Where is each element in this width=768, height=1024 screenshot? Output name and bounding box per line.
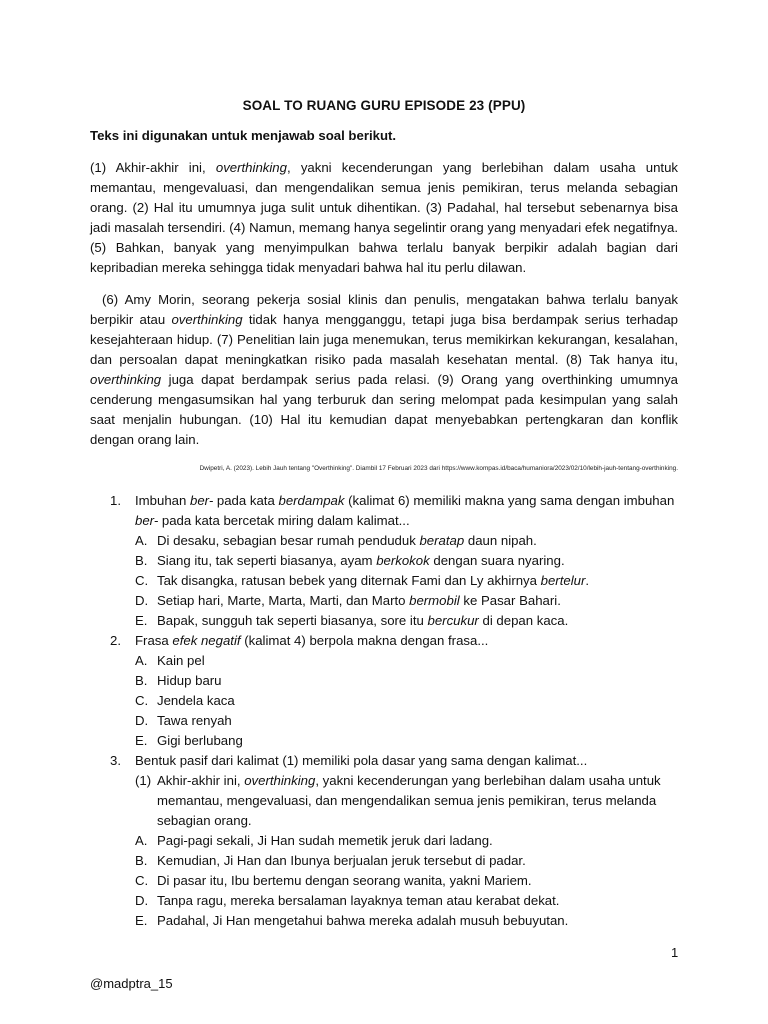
stem-text: Imbuhan (135, 493, 190, 508)
stem-text: (kalimat 4) berpola makna dengan frasa... (240, 633, 489, 648)
paragraph-1-italic-term: overthinking (215, 160, 287, 175)
option-italic: beratap (419, 533, 465, 548)
option-letter: E. (135, 733, 148, 748)
option-text: . (585, 573, 590, 588)
question-2 (90, 631, 678, 751)
option-text: Tanpa ragu, mereka bersalaman layaknya teman atau kerabat dekat. (157, 893, 560, 908)
option-letter: C. (135, 873, 149, 888)
option-e[interactable] (135, 911, 678, 931)
option-letter: B. (135, 673, 148, 688)
sentence-text: , yakni kecenderungan yang berlebihan dalam usaha untuk memantau, mengevaluasi, dan mengendalikan semua jenis pemikiran, terus melanda sebagian orang. (157, 773, 661, 828)
quoted-sentence-text (157, 771, 678, 831)
footer-handle: @madptra_15 (90, 976, 173, 991)
paragraph-2-part-2: tidak hanya mengganggu, tetapi juga bisa berdampak serius terhadap kesejahteraan hidup. (7) Penelitian lain juga menemukan, terus memikirkan kekurangan, kesalahan, dan persoalan dapat meningkatkan risiko pada masalah kesehatan mental. (8) Tak hanya itu, (90, 312, 679, 367)
option-letter: D. (135, 593, 149, 608)
option-b[interactable] (135, 551, 678, 571)
paragraph-2 (90, 290, 678, 450)
option-text: Kain pel (157, 653, 205, 668)
stem-italic: ber- (190, 493, 214, 508)
paragraph-1-part-1: (1) Akhir-akhir ini, (90, 160, 216, 175)
option-a[interactable] (135, 531, 678, 551)
stem-text: (kalimat 6) memiliki makna yang sama dengan imbuhan (344, 493, 675, 508)
option-italic: berkokok (376, 553, 430, 568)
question-number: 3. (110, 753, 121, 768)
option-text: Setiap hari, Marte, Marta, Marti, dan Marto (157, 593, 410, 608)
sentence-italic: overthinking (244, 773, 316, 788)
stem-italic: efek negatif (172, 633, 241, 648)
option-text: dengan suara nyaring. (429, 553, 565, 568)
option-e[interactable] (135, 611, 678, 631)
option-letter: A. (135, 533, 148, 548)
option-letter: C. (135, 693, 149, 708)
source-citation: Dwipetri, A. (2023). Lebih Jauh tentang "Overthinking". Diambil 17 Februari 2023 dari https://www.kompas.id/baca/humaniora/2023/02/10/lebih-jauh-tentang-overthinking. (199, 465, 678, 472)
option-letter: C. (135, 573, 149, 588)
option-text: Padahal, Ji Han mengetahui bahwa mereka adalah musuh bebuyutan. (157, 913, 569, 928)
sentence-number: (1) (135, 773, 152, 788)
instruction-text: Teks ini digunakan untuk menjawab soal berikut. (90, 128, 397, 143)
paragraph-2-part-3: juga dapat berdampak serius pada relasi. (9) Orang yang overthinking umumnya cenderung mengasumsikan hal yang terburuk dan sering melompat pada kesimpulan yang salah saat menjalin hubungan. (10) Hal itu kemudian dapat menyebabkan pertengkaran dan konflik dengan orang lain. (90, 372, 678, 447)
question-3 (90, 751, 678, 931)
option-letter: A. (135, 653, 148, 668)
stem-text: Frasa (135, 633, 173, 648)
question-3-options (135, 771, 678, 931)
option-c[interactable] (135, 571, 678, 591)
question-number: 1. (110, 493, 121, 508)
stem-italic: berdampak (278, 493, 345, 508)
question-2-options (135, 651, 678, 751)
option-text: Tawa renyah (157, 713, 232, 728)
paragraph-2-part-1: (6) Amy Morin, seorang pekerja sosial klinis dan penulis, mengatakan bahwa terlalu banyak berpikir atau (90, 292, 678, 327)
option-c[interactable] (135, 691, 678, 711)
option-text: Siang itu, tak seperti biasanya, ayam (157, 553, 377, 568)
option-letter: A. (135, 833, 148, 848)
option-italic: bercukur (427, 613, 479, 628)
option-b[interactable] (135, 671, 678, 691)
option-text: Di pasar itu, Ibu bertemu dengan seorang wanita, yakni Mariem. (157, 873, 532, 888)
question-number: 2. (110, 633, 121, 648)
option-text: di depan kaca. (478, 613, 569, 628)
paragraph-2-italic-term-1: overthinking (171, 312, 243, 327)
option-letter: D. (135, 893, 149, 908)
option-text: ke Pasar Bahari. (459, 593, 561, 608)
paragraph-1 (90, 158, 678, 278)
stem-text: pada kata (213, 493, 279, 508)
stem-italic: ber- (135, 513, 159, 528)
option-d[interactable] (135, 891, 678, 911)
option-text: Di desaku, sebagian besar rumah penduduk (157, 533, 420, 548)
question-3-stem: Bentuk pasif dari kalimat (1) memiliki pola dasar yang sama dengan kalimat... (135, 753, 588, 768)
sentence-text: Akhir-akhir ini, (157, 773, 245, 788)
option-text: Hidup baru (157, 673, 222, 688)
document-content (90, 96, 678, 931)
option-text: Jendela kaca (157, 693, 235, 708)
option-letter: D. (135, 713, 149, 728)
question-2-stem (135, 631, 678, 651)
option-text: Tak disangka, ratusan bebek yang diternak Fami dan Ly akhirnya (157, 573, 541, 588)
option-text: Pagi-pagi sekali, Ji Han sudah memetik jeruk dari ladang. (157, 833, 493, 848)
option-d[interactable] (135, 711, 678, 731)
option-e[interactable] (135, 731, 678, 751)
question-1 (90, 491, 678, 631)
option-italic: bermobil (409, 593, 460, 608)
option-a[interactable] (135, 651, 678, 671)
option-text: daun nipah. (464, 533, 537, 548)
option-text: Gigi berlubang (157, 733, 243, 748)
option-letter: B. (135, 853, 148, 868)
option-b[interactable] (135, 851, 678, 871)
option-d[interactable] (135, 591, 678, 611)
option-c[interactable] (135, 871, 678, 891)
option-a[interactable] (135, 831, 678, 851)
question-1-stem (135, 491, 678, 531)
page-number: 1 (671, 945, 679, 960)
stem-text: pada kata bercetak miring dalam kalimat... (158, 513, 410, 528)
option-letter: E. (135, 613, 148, 628)
option-italic: bertelur (540, 573, 586, 588)
option-letter: E. (135, 913, 148, 928)
option-text: Kemudian, Ji Han dan Ibunya berjualan jeruk tersebut di padar. (157, 853, 526, 868)
option-text: Bapak, sungguh tak seperti biasanya, sore itu (157, 613, 428, 628)
document-title: SOAL TO RUANG GURU EPISODE 23 (PPU) (242, 98, 526, 113)
paragraph-1-part-2: , yakni kecenderungan yang berlebihan dalam usaha untuk memantau, mengevaluasi, dan mengendalikan semua jenis pemikiran, terus melanda sebagian orang. (2) Hal itu umumnya juga sulit untuk dihentikan. (3) Padahal, hal tersebut sebenarnya bisa jadi masalah tersendiri. (4) Namun, memang hanya segelintir orang yang menyadari efek negatifnya. (5) Bahkan, banyak yang menyimpulkan bahwa terlalu banyak berpikir adalah bagian dari kepribadian mereka sehingga tidak menyadari bahwa hal itu perlu dilawan. (90, 160, 678, 275)
option-letter: B. (135, 553, 148, 568)
quoted-sentence (135, 771, 678, 831)
paragraph-2-italic-term-2: overthinking (90, 372, 162, 387)
question-list (90, 491, 678, 931)
question-1-options (135, 531, 678, 631)
